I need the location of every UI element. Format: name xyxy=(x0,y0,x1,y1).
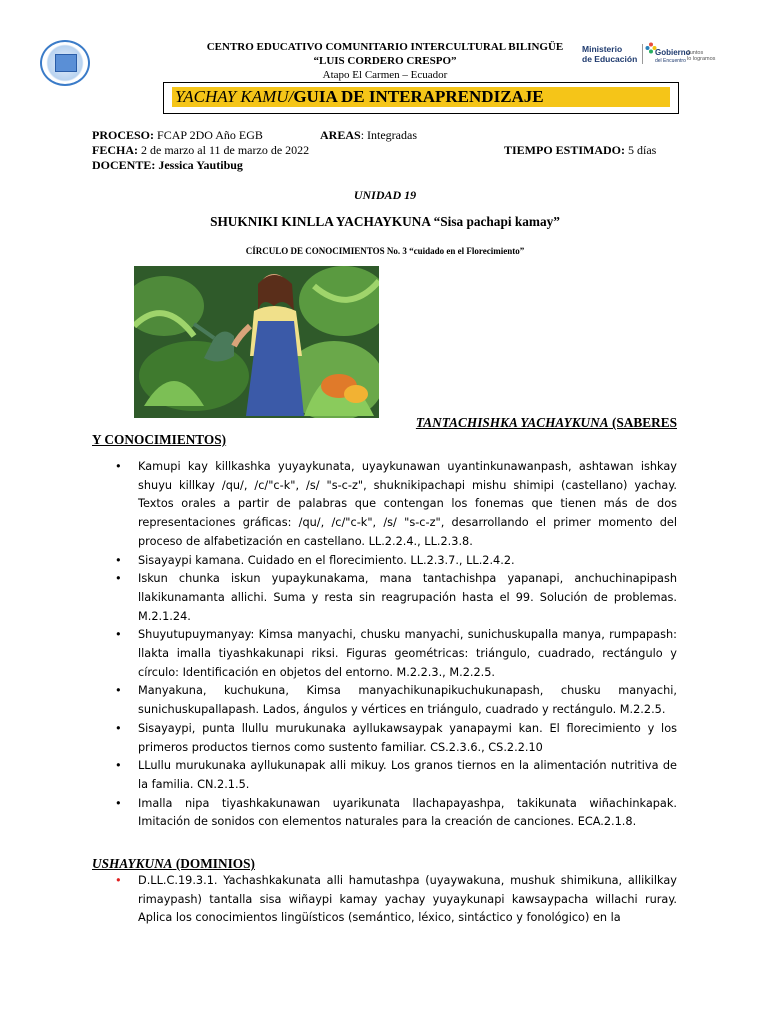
unit-title: SHUKNIKI KINLLA YACHAYKUNA “Sisa pachapi kamay” xyxy=(210,214,560,229)
unit-label: UNIDAD 19 xyxy=(353,188,417,202)
list-item-text: Imalla nipa tiyashkakunawan uyarikunata llachapayashpa, takikunata wiñachinkapak. Imitación de sonidos con elementos naturales para la creación de canciones. ECA.2.1.8. xyxy=(138,796,677,829)
areas-field: AREAS: Integradas xyxy=(320,128,417,142)
ministry-logo: Ministerio de Educación xyxy=(582,44,643,64)
dominios-title: USHAYKUNA (DOMINIOS) xyxy=(92,856,255,871)
bullet-icon: • xyxy=(115,874,122,887)
list-item-text: Sisayaypi, punta llullu murukunaka ayllukawsaypak yanapaymi kan. El florecimiento y los primeros productos tiernos como sustento familiar. CS.2.3.6., CS.2.2.10 xyxy=(138,721,677,754)
list-item xyxy=(115,795,677,832)
list-item-text: Sisayaypi kamana. Cuidado en el florecimiento. LL.2.3.7., LL.2.4.2. xyxy=(138,553,515,567)
bullet-icon: • xyxy=(115,460,122,473)
dominios-list xyxy=(115,872,677,928)
knowledge-circle: CÍRCULO DE CONOCIMIENTOS No. 3 “cuidado en el Florecimiento” xyxy=(245,246,525,256)
school-name-line1: CENTRO EDUCATIVO COMUNITARIO INTERCULTURAL BILINGÜE xyxy=(206,41,564,53)
list-item xyxy=(115,458,677,552)
list-item xyxy=(115,720,677,757)
tiempo-field: TIEMPO ESTIMADO: 5 días xyxy=(504,143,657,157)
bullet-icon: • xyxy=(115,684,122,698)
list-item xyxy=(115,682,677,719)
garden-woman-photo xyxy=(134,266,379,418)
school-location: Atapo El Carmen – Ecuador xyxy=(322,69,448,81)
list-item xyxy=(115,872,677,928)
list-item-text: Shuyutupuymanyay: Kimsa manyachi, chusku manyachi, sunichuskupalla manya, rumpapash: llakta imalla tiyashkakunapi riksi. Figuras geométricas: triángulo, cuadrado, rectángulo y círculo: Identificación en objetos del entorno. M.2.2.3., M.2.2.5. xyxy=(138,628,677,679)
list-item xyxy=(115,552,677,571)
saberes-title: TANTACHISHKA YACHAYKUNA (SABERES xyxy=(415,415,677,430)
bullet-icon: • xyxy=(115,553,122,567)
list-item-text: Iskun chunka iskun yupaykunakama, mana tantachishpa yapanapi, anchuchinapipash llakikunamanta allichi. Suma y resta sin reagrupación hasta el 99. Solución de problemas. M.2.1.24. xyxy=(138,572,677,623)
docente-field: DOCENTE: Jessica Yautibug xyxy=(92,158,243,172)
proceso-field: PROCESO: FCAP 2DO Año EGB xyxy=(92,128,263,142)
school-header xyxy=(180,40,590,82)
list-item-text: Kamupi kay killkashka yuyaykunata, uyaykunawan uyantinkunawanpash, ashtawan ishkay shuyu killkay /qu/, /c/"c-k", /s/ "s-c-z", shuknikipachapi mishu shimipi (castellano) yachay. Textos orales a partir de palabras que contengan los fonemas que tienen más de dos representaciones gráficas: /qu/, /c/"c-k", /s/ "s-c-z", desarrollando el primer momento del proceso de alfabetización en castellano. LL.2.2.4., LL.2.3.8. xyxy=(138,460,677,548)
bullet-icon: • xyxy=(115,572,122,586)
bullet-icon: • xyxy=(115,759,122,773)
saberes-title-line2: Y CONOCIMIENTOS) xyxy=(92,432,227,447)
saberes-list xyxy=(115,458,677,832)
bullet-icon: • xyxy=(115,796,122,810)
list-item xyxy=(115,570,677,626)
list-item xyxy=(115,757,677,794)
list-item-text: LLullu murukunaka ayllukunapak alli mikuy. Los granos tiernos en la alimentación nutritiva de la familia. CN.2.1.5. xyxy=(138,759,677,791)
government-logo: Gobierno del Encuentro Juntos lo logramos xyxy=(645,42,717,68)
list-item xyxy=(115,626,677,682)
school-name-line2: “LUIS CORDERO CRESPO” xyxy=(313,55,457,67)
fecha-field: FECHA: 2 de marzo al 11 de marzo de 2022 xyxy=(92,143,310,157)
list-item-text: D.LL.C.19.3.1. Yachashkakunata alli hamutashpa (uyaywakuna, mushuk shimikuna, allikilkay rimaypash) tantalla sisa wiñaypi kamay yachay yuyaykunapi kawsaypacha willachi ruray. Aplica los conocimientos lingüísticos (semántico, léxico, sintáctico y fonológico) en la xyxy=(138,874,677,924)
bullet-icon: • xyxy=(115,628,122,642)
guide-title-box xyxy=(163,82,679,114)
list-item-text: Manyakuna, kuchukuna, Kimsa manyachikunapikuchukunapash, chusku manyachi, sunichuskupallapash. Lados, ángulos y vértices en triángulo, cuadrado y rectángulo. M.2.2.5. xyxy=(138,684,677,717)
guide-title: YACHAY KAMU/GUIA DE INTERAPRENDIZAJE xyxy=(175,87,544,106)
bullet-icon: • xyxy=(115,721,122,735)
school-seal-logo xyxy=(40,40,90,86)
